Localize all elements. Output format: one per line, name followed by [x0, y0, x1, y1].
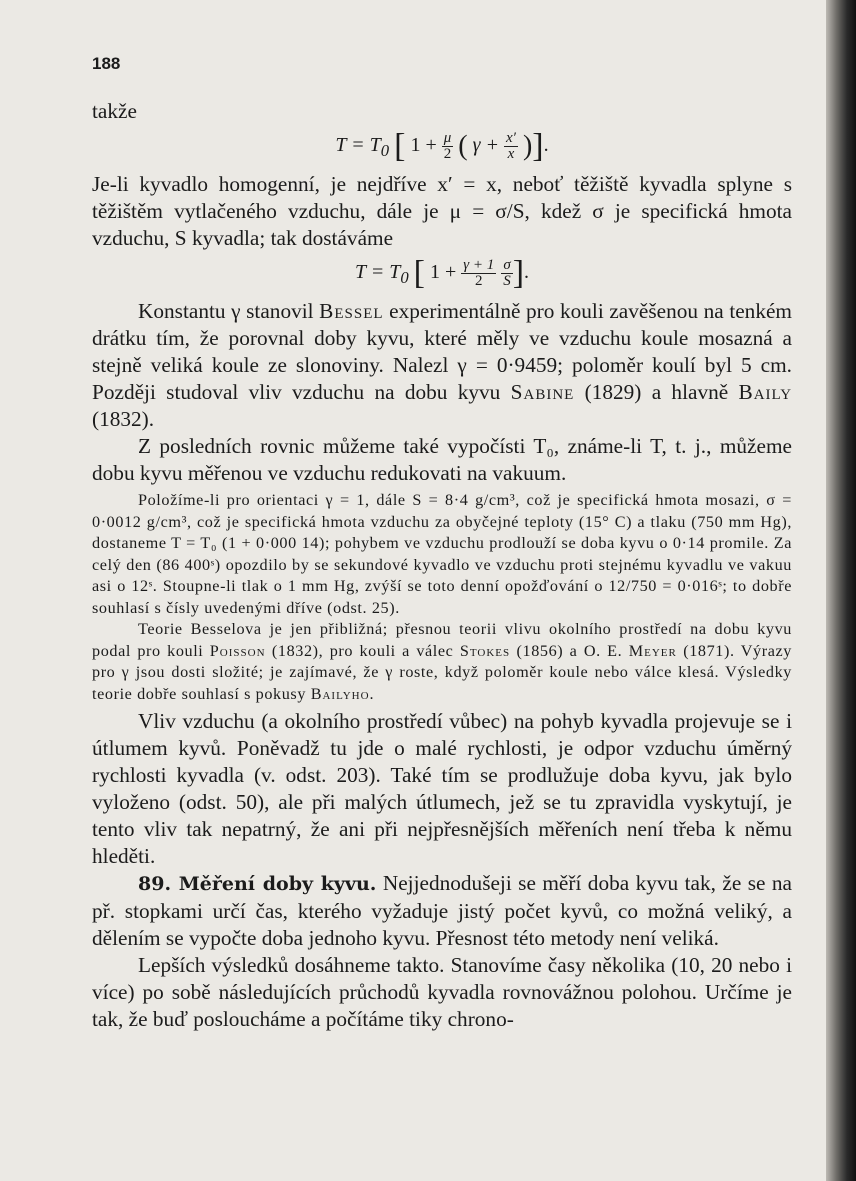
- paragraph-homogeneous: Je-li kyvadlo homogenní, je nejdříve x′ = x, neboť těžiště kyvadla splyne s těžištěm vytlačeného vzduchu, dále je μ = σ/S, kdež σ je specifická hmota vzduchu, S kyvadla; tak dostáváme: [92, 172, 792, 251]
- author-bailyho: Bailyho: [310, 684, 370, 703]
- eq2-sigma: σ: [503, 257, 511, 274]
- eq2-frac-sigma: [501, 258, 512, 289]
- eq2-period: .: [524, 261, 530, 284]
- eq1-lhs: T: [335, 134, 347, 157]
- author-sabine: Sabine: [510, 380, 575, 405]
- eq2-bracket-close: ]: [512, 254, 525, 292]
- eq2-lhs: T: [354, 261, 366, 284]
- eq1-bracket-open: [: [394, 127, 406, 165]
- eq2-num: γ + 1: [463, 257, 495, 274]
- section-heading: 89. Měření doby kyvu.: [138, 873, 377, 896]
- equation-2: $T = T_0$ [ 1 + $\frac{\gamma + 1}{2}$ $\frac{\sigma}{S}$ ].: [354, 254, 530, 292]
- note-theory: [92, 619, 792, 705]
- n2-e: .: [369, 684, 375, 703]
- paragraph-better-results: Lepších výsledků dosáhneme takto. Stanovíme časy několika (10, 20 nebo i více) po sobě následujících průchodů kyvadla rovnovážnou polohou. Určíme je tak, že buď posloucháme a počítáme tiky chrono-: [92, 953, 792, 1032]
- page-body: [92, 98, 792, 1033]
- note-orientation: Položíme-li pro orientaci γ = 1, dále S = 8·4 g/cm³, což je specifická hmota mosazi, σ = 0·0012 g/cm³, což je specifická hmota vzduchu za obyčejné teploty (15° C) a tlaku (750 mm Hg), dostaneme T = T₀ (1 + 0·000 14); pohybem ve vzduchu prodlouží se doba kyvu o 0·14 promile. Za celý den (86 400ˢ) opozdilo by se sekundové kyvadlo ve vzduchu proti stejnému kyvadlu ve vakuu asi o 12ˢ. Stoupne-li tlak o 1 mm Hg, zvýší se toto denní opožďování o 12/750 = 0·016ˢ; to dobře souhlasí s čísly uvedenými dříve (odst. 25).: [92, 491, 792, 617]
- eq2-bracket-open: [: [413, 254, 425, 292]
- paragraph-damping: Vliv vzduchu (a okolního prostředí vůbec) na pohyb kyvadla projevuje se i útlumem kyvů. Poněvadž tu jde o malé rychlosti, je odpor vzduchu úměrný rychlosti kyvadla (v. odst. 203). Také tím se prodlužuje doba kyvu, jak bylo vyloženo (odst. 50), ale při malých útlumech, jež se tu zpravidla vyskytují, je tento vliv tak nepatrný, že ani při nejpřesnějších měřeních není třeba k němu hleděti.: [92, 709, 792, 869]
- eq2-one: 1 +: [429, 261, 457, 284]
- eq1-paren-open: (: [458, 130, 468, 162]
- n2-d: (1871). Výrazy pro γ jsou dosti složité; je zajímavé, že γ roste, když poloměr koule nebo válce klesá. Výsledky teorie dobře souhlasí s pokusy: [92, 641, 792, 703]
- p2-post: experimentálně pro kouli zavěšenou na tenkém drátku tím, že porovnal doby kyvu, které měly ve vzduchu koule mosazná a stejně veliká koule ze slonoviny. Nalezl γ = 0·9459; poloměr koulí byl 5 cm. Později studoval vliv vzduchu na dobu kyvu: [92, 299, 792, 405]
- eq1-paren-close: ): [522, 130, 533, 162]
- eq2-S: S: [503, 273, 511, 290]
- eq1-t: T: [369, 134, 381, 157]
- n2-a: Teorie Besselova je jen přibližná; přesnou teorii vlivu okolního prostředí na dobu kyvu podal pro kouli: [92, 620, 792, 660]
- author-bessel: Bessel: [319, 299, 384, 324]
- section-89: [92, 870, 792, 952]
- page-number: 188: [92, 54, 121, 73]
- n2-b: (1832), pro kouli a válec: [271, 641, 454, 660]
- paragraph-reduction: Z posledních rovnic můžeme také vypočísti T₀, známe-li T, t. j., můžeme dobu kyvu měřenou ve vzduchu redukovati na vakuum.: [92, 434, 792, 486]
- section-text: Nejjednodušeji se měří doba kyvu tak, že se na př. stopkami určí čas, kterého vyžaduje jistý počet kyvů, co možná veliký, a dělením se vypočte doba jednoho kyvu. Přesnost této metody není veliká.: [92, 871, 792, 951]
- eq1-frac-mu: [442, 131, 454, 162]
- eq1-mu: μ: [443, 130, 452, 146]
- p2-pre: Konstantu γ stanovil: [138, 299, 314, 324]
- author-stokes: Stokes: [459, 641, 511, 660]
- eq2-den: 2: [475, 273, 483, 290]
- eq2-frac-gamma: [461, 258, 496, 289]
- eq2-t: T: [389, 261, 401, 284]
- eq2-sub: 0: [400, 268, 409, 288]
- author-baily: Baily: [738, 380, 793, 405]
- equation-1: $T = T_0$ [ 1 + $\frac{\mu}{2}$ ( γ + $\frac{x'}{x}$ )].: [335, 127, 549, 165]
- eq1-bracket-close: ]: [532, 127, 544, 165]
- eq1-sub: 0: [380, 141, 390, 161]
- author-poisson: Poisson: [209, 641, 266, 660]
- eq1-xprime: x′: [505, 130, 516, 146]
- author-meyer: Meyer: [628, 641, 677, 660]
- eq1-x: x: [507, 146, 515, 162]
- paragraph-bessel: [92, 298, 792, 433]
- eq1-gamma: γ +: [472, 134, 499, 157]
- intro-word: takže: [92, 99, 137, 123]
- n2-c: (1856) a O. E.: [516, 641, 623, 660]
- eq1-two: 2: [443, 146, 452, 162]
- page-edge-shadow: [826, 0, 856, 1181]
- p2-mid: (1829) a hlavně: [584, 380, 729, 405]
- eq1-period: .: [543, 134, 549, 157]
- eq1-frac-x: [504, 131, 518, 162]
- p2-end: (1832).: [92, 407, 155, 432]
- eq1-one: 1 +: [410, 134, 437, 157]
